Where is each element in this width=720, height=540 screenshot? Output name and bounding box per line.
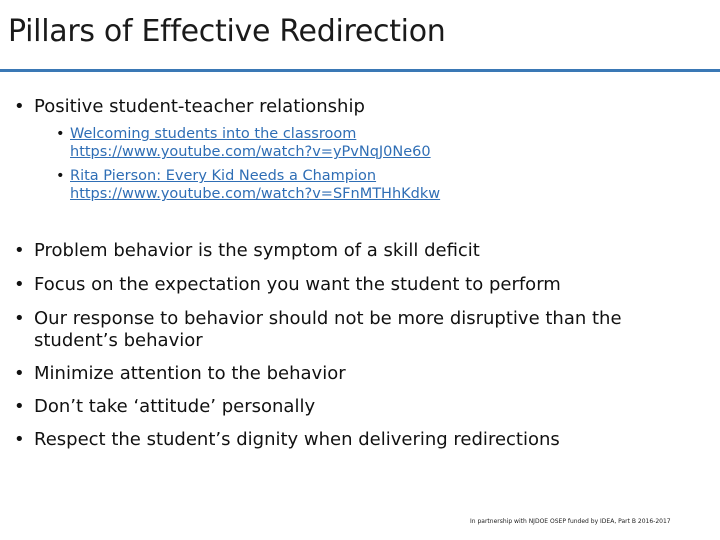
- bullet-dot-icon: •: [14, 96, 25, 117]
- video-link-pierson-url[interactable]: https://www.youtube.com/watch?v=SFnMTHhKdkw: [70, 186, 441, 202]
- bullet-text: Don’t take ‘attitude’ personally: [34, 396, 316, 417]
- footer-credit: In partnership with NJDOE OSEP funded by IDEA, Part B 2016-2017: [470, 518, 671, 525]
- bullet-dot-icon: •: [56, 126, 65, 142]
- bullet-text: Positive student-teacher relationship: [34, 96, 365, 117]
- bullet-text: Minimize attention to the behavior: [34, 363, 346, 384]
- bullet-dot-icon: •: [14, 308, 25, 329]
- bullet-dot-icon: •: [14, 240, 25, 261]
- video-link-welcoming-url[interactable]: https://www.youtube.com/watch?v=yPvNqJ0Ne60: [70, 144, 431, 160]
- video-link-pierson-label[interactable]: Rita Pierson: Every Kid Needs a Champion: [70, 168, 377, 184]
- slide-title: Pillars of Effective Redirection: [8, 14, 446, 49]
- bullet-text: Focus on the expectation you want the student to perform: [34, 274, 561, 295]
- bullet-text: Problem behavior is the symptom of a skill deficit: [34, 240, 480, 261]
- bullet-dot-icon: •: [14, 429, 25, 450]
- bullet-dot-icon: •: [14, 396, 25, 417]
- bullet-text: Our response to behavior should not be more disruptive than the: [34, 308, 622, 329]
- bullet-text-continued: student’s behavior: [34, 330, 203, 351]
- bullet-dot-icon: •: [56, 168, 65, 184]
- video-link-welcoming-label[interactable]: Welcoming students into the classroom: [70, 126, 357, 142]
- bullet-text: Respect the student’s dignity when delivering redirections: [34, 429, 560, 450]
- bullet-dot-icon: •: [14, 363, 25, 384]
- title-underline-rule: [0, 69, 720, 72]
- bullet-dot-icon: •: [14, 274, 25, 295]
